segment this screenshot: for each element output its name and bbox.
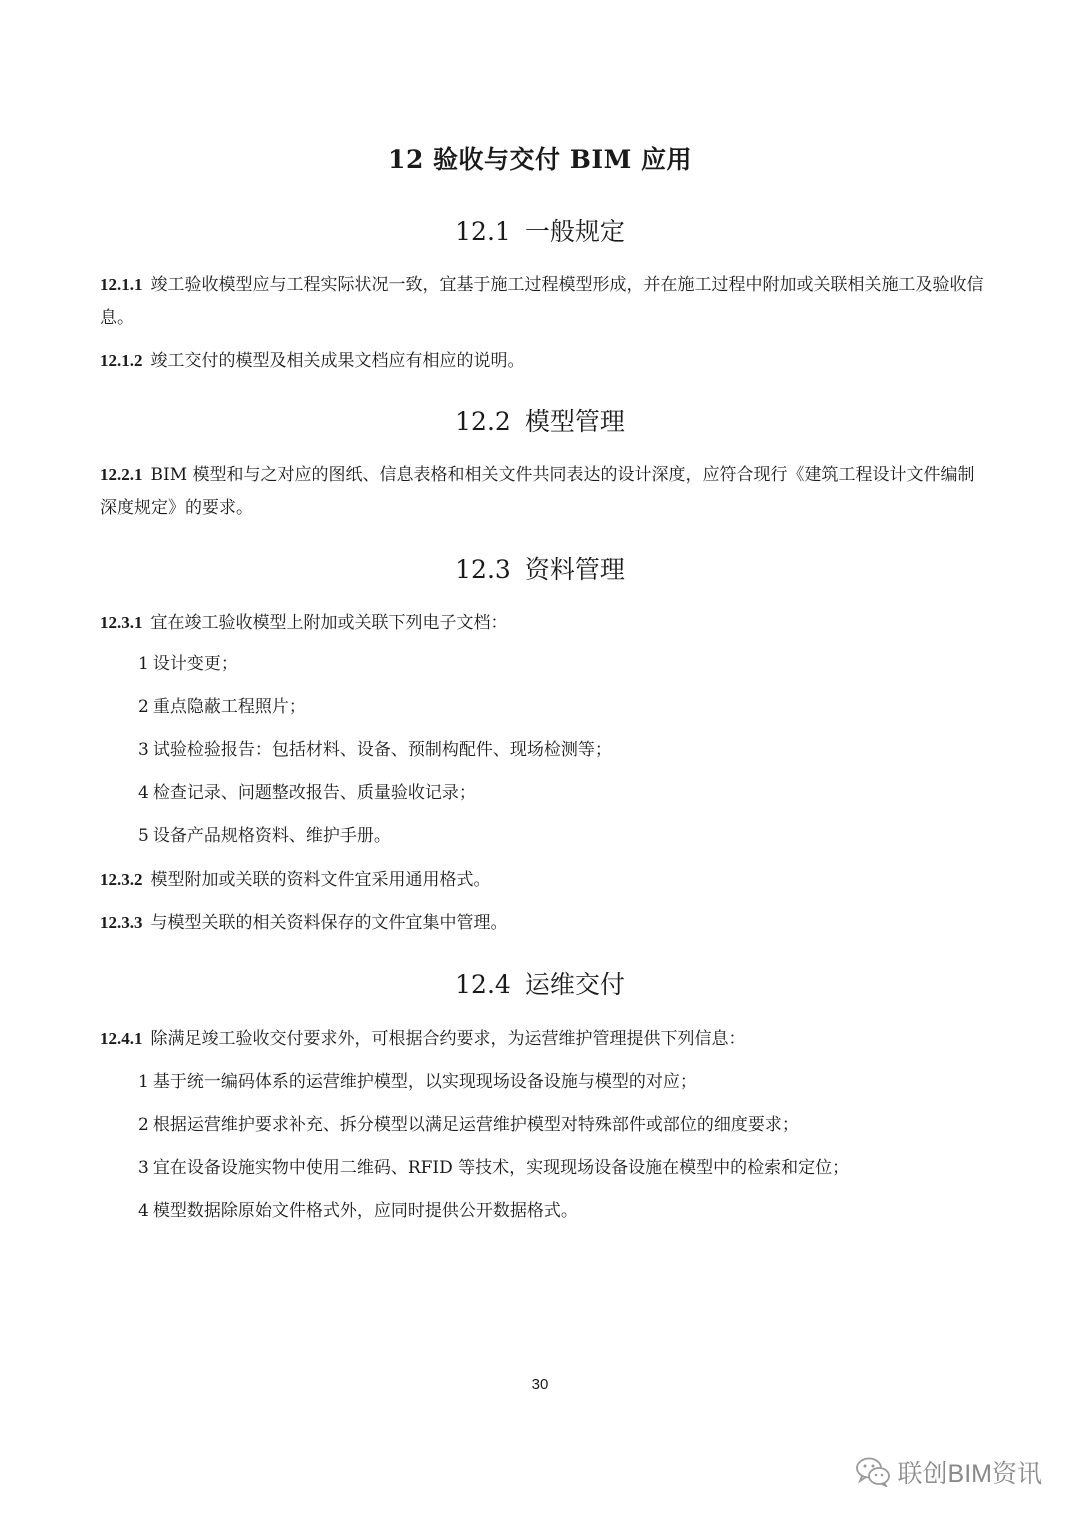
list-item (138, 1066, 988, 1099)
section-number: 12.2 (455, 407, 511, 436)
chapter-title: 12 验收与交付 BIM 应用 (388, 145, 692, 174)
item-number: 1 (138, 654, 149, 674)
section-title-12-2 (0, 402, 1080, 438)
list-item (138, 1152, 988, 1185)
item-text: 设计变更； (152, 654, 238, 674)
list-item (138, 691, 988, 724)
clause-number: 12.1.2 (100, 351, 143, 370)
clause-text: 模型附加或关联的资料文件宜采用通用格式。 (150, 870, 491, 890)
clause-12-3-3 (100, 906, 990, 940)
section-number: 12.1 (455, 217, 511, 246)
clause-number: 12.3.1 (100, 613, 143, 632)
clause-text: 竣工交付的模型及相关成果文档应有相应的说明。 (150, 351, 525, 371)
item-text: 试验检验报告：包括材料、设备、预制构配件、现场检测等； (152, 740, 612, 760)
clause-12-1-1 (100, 268, 990, 335)
clause-number: 12.4.1 (100, 1029, 143, 1048)
section-title-12-3 (0, 550, 1080, 586)
section-label: 模型管理 (524, 407, 625, 436)
page-number: 30 (531, 1376, 549, 1393)
clause-number: 12.3.2 (100, 870, 143, 889)
section-title-12-4 (0, 965, 1080, 1001)
clause-text: 与模型关联的相关资料保存的文件宜集中管理。 (150, 913, 508, 933)
item-number: 3 (138, 740, 149, 760)
item-text: 根据运营维护要求补充、拆分模型以满足运营维护模型对特殊部件或部位的细度要求； (152, 1115, 799, 1135)
list-item (138, 820, 988, 853)
clause-number: 12.2.1 (100, 465, 143, 484)
item-text: 重点隐蔽工程照片； (152, 697, 306, 717)
clause-text: 除满足竣工验收交付要求外，可根据合约要求，为运营维护管理提供下列信息： (150, 1029, 746, 1049)
item-text: 设备产品规格资料、维护手册。 (152, 826, 391, 846)
item-number: 3 (138, 1158, 149, 1178)
clause-number: 12.3.3 (100, 913, 143, 932)
section-title-12-1 (0, 212, 1080, 248)
clause-12-1-2 (100, 344, 990, 378)
section-number: 12.4 (455, 970, 511, 999)
item-text: 宜在设备设施实物中使用二维码、RFID 等技术，实现现场设备设施在模型中的检索和定位； (152, 1158, 850, 1178)
list-item (138, 1109, 988, 1142)
item-number: 2 (138, 1115, 149, 1135)
item-number: 4 (138, 783, 149, 803)
clause-number: 12.1.1 (100, 275, 143, 294)
watermark (856, 1452, 1042, 1492)
item-text: 检查记录、问题整改报告、质量验收记录； (152, 783, 476, 803)
wechat-icon (856, 1457, 890, 1487)
list-item (138, 648, 988, 681)
section-label: 资料管理 (524, 555, 625, 584)
watermark-text: 联创BIM资讯 (897, 1460, 1042, 1488)
item-text: 模型数据除原始文件格式外，应同时提供公开数据格式。 (152, 1201, 578, 1221)
clause-12-3-1 (100, 606, 990, 640)
clause-text: BIM 模型和与之对应的图纸、信息表格和相关文件共同表达的设计深度，应符合现行《建筑工程设计文件编制深度规定》的要求。 (100, 465, 975, 518)
clause-12-2-1 (100, 458, 990, 525)
item-number: 4 (138, 1201, 149, 1221)
item-number: 1 (138, 1072, 149, 1092)
section-label: 一般规定 (524, 217, 625, 246)
section-number: 12.3 (455, 555, 511, 584)
list-item (138, 734, 988, 767)
clause-text: 竣工验收模型应与工程实际状况一致，宜基于施工过程模型形成，并在施工过程中附加或关联相关施工及验收信息。 (100, 275, 984, 328)
item-text: 基于统一编码体系的运营维护模型，以实现现场设备设施与模型的对应； (152, 1072, 697, 1092)
item-number: 5 (138, 826, 149, 846)
clause-text: 宜在竣工验收模型上附加或关联下列电子文档： (150, 613, 508, 633)
clause-12-3-2 (100, 863, 990, 897)
clause-12-4-1 (100, 1022, 990, 1056)
section-label: 运维交付 (524, 970, 625, 999)
list-item (138, 1195, 988, 1228)
list-item (138, 777, 988, 810)
item-number: 2 (138, 697, 149, 717)
